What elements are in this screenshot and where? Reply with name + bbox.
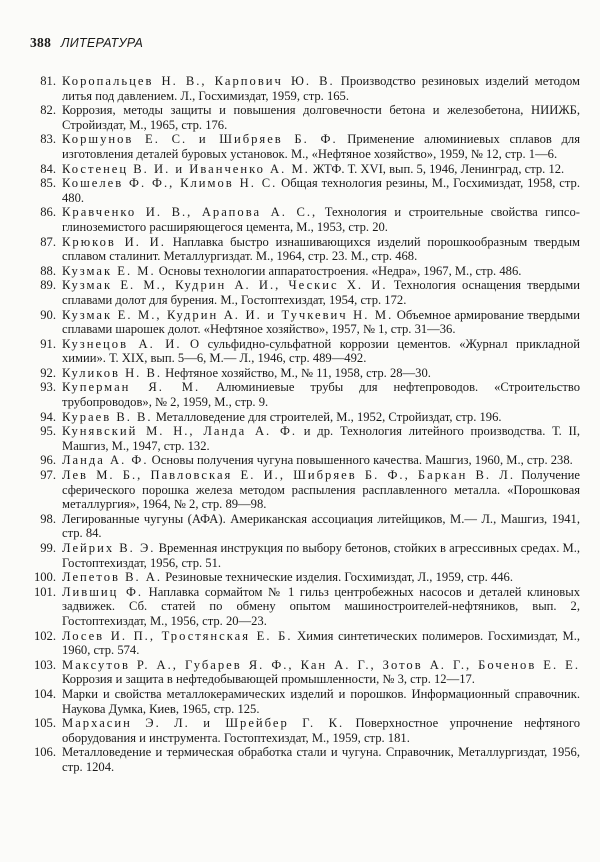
reference-author: Ланда А. Ф. [62, 453, 149, 468]
reference-item [30, 468, 580, 512]
reference-author: Кузмак Е. М. [62, 263, 156, 278]
reference-item [30, 687, 580, 716]
reference-author: Куперман Я. М. [62, 380, 201, 395]
reference-number: 95. [40, 424, 56, 439]
reference-text: Получение сферического порошка железа методом распыления расплавленного металла. «Порошковая металлургия», 1964, № 2, стр. 89—98. [62, 468, 580, 512]
page-title: ЛИТЕРАТУРА [60, 36, 144, 50]
reference-item [30, 278, 580, 307]
reference-author: Коропальцев Н. В., Карпович Ю. В. [62, 74, 335, 88]
reference-author: Кузмак Е. М., Кудрин А. И. и Тучкевич Н. М. [62, 307, 394, 322]
reference-item [30, 308, 580, 337]
reference-text: Металловедение для строителей, М., 1952, Стройиздат, стр. 196. [152, 409, 502, 424]
reference-author: Лев М. Б., Павловская Е. И., Шибряев Б. Ф., Баркан В. Л. [62, 468, 515, 483]
reference-text: Поверхностное упрочнение нефтяного оборудования и инструмента. Гостоптехиздат, М., 1959, стр. 181. [62, 716, 580, 745]
reference-item [30, 716, 580, 745]
reference-author: Лейрих В. Э. [62, 541, 156, 555]
reference-number: 101. [33, 584, 56, 599]
reference-text: Технология оснащения твердыми сплавами долот для бурения. М., Гостоптехиздат, 1954, стр. 172. [62, 278, 580, 307]
reference-number: 104. [33, 686, 56, 701]
reference-text: Объемное армирование твердыми сплавами шарошек долот. «Нефтяное хозяйство», 1957, № 1, стр. 31—36. [62, 307, 580, 337]
reference-number: 89. [40, 278, 56, 293]
reference-item [30, 366, 580, 381]
reference-item [30, 424, 580, 453]
reference-number: 82. [40, 103, 56, 118]
reference-text: Легированные чугуны (АФА). Американская ассоциация литейщиков, М.— Л., Машгиз, 1941, стр. 84. [62, 511, 580, 541]
reference-text: Технология и строительные свойства гипсо-глиноземистого расширяющегося цемента, М., 1953, стр. 20. [62, 205, 580, 234]
reference-text: Общая технология резины, М., Госхимиздат, 1958, стр. 480. [62, 176, 580, 205]
reference-item [30, 512, 580, 541]
reference-item [30, 745, 580, 774]
reference-text: Производство резиновых изделий методом литья под давлением. Л., Госхимиздат, 1959, стр. 165. [62, 74, 580, 103]
reference-item [30, 176, 580, 205]
reference-item [30, 205, 580, 234]
reference-number: 102. [33, 628, 56, 643]
reference-number: 106. [33, 745, 56, 760]
reference-text: Временная инструкция по выбору бетонов, стойких в агрессивных средах. М., Гостоптехиздат, 1956, стр. 51. [62, 541, 580, 570]
reference-author: Мархасин Э. Л. и Шрейбер Г. К. [62, 716, 345, 731]
reference-number: 84. [40, 161, 56, 176]
reference-number: 98. [40, 511, 56, 526]
reference-text: Основы получения чугуна повышенного качества. Машгиз, 1960, М., стр. 238. [148, 453, 573, 468]
reference-author: Максутов Р. А., Губарев Я. Ф., Кан А. Г., Зотов А. Г., Боченов Е. Е. [62, 657, 580, 672]
reference-text: Коррозия, методы защиты и повышения долговечности бетона и железобетона, НИИЖБ, Стройиздат, М., 1965, стр. 176. [62, 103, 580, 132]
reference-author: Лепетов В. А. [62, 570, 163, 585]
reference-text: Применение алюминиевых сплавов для изготовления деталей буровых установок. М., «Нефтяное хозяйство», 1959, № 12, стр. 1—6. [62, 132, 580, 161]
reference-number: 90. [40, 307, 56, 322]
reference-author: Кузмак Е. М., Кудрин А. И., Ческис Х. И. [62, 278, 388, 293]
reference-item [30, 264, 580, 279]
reference-author: Крюков И. И. [62, 234, 166, 249]
reference-author: Кузнецов А. И. [62, 336, 182, 351]
reference-text: Наплавка быстро изнашивающихся изделий порошкообразным твердым сплавом сталинит. Металлургиздат. М., 1964, стр. 23. М., стр. 468. [62, 234, 580, 264]
reference-number: 103. [33, 657, 56, 672]
reference-number: 81. [40, 74, 56, 88]
reference-author: Костенец В. И. и Иванченко А. М. [62, 161, 310, 176]
reference-number: 93. [40, 380, 56, 395]
reference-author: Лившиц Ф. [62, 584, 144, 599]
reference-text: Коррозия и защита в нефтедобывающей промышленности, № 3, стр. 12—17. [62, 672, 475, 687]
reference-text: Наплавка сормайтом № 1 гильз центробежных насосов и деталей клиновых задвижек. Сб. статей по обмену опытом машиностроителей-нефтяников, вып. 2, Гостоптехиздат, М., 1956, стр. 20—23. [62, 584, 580, 628]
reference-number: 87. [40, 234, 56, 249]
reference-author: Куликов Н. В. [62, 365, 163, 380]
reference-item [30, 162, 580, 177]
page-header [30, 35, 143, 51]
page-number: 388 [30, 35, 52, 50]
reference-number: 96. [40, 453, 56, 468]
reference-text: Основы технологии аппаратостроения. «Недра», 1967, М., стр. 486. [155, 263, 522, 278]
reference-text: Резиновые технические изделия. Госхимиздат, Л., 1959, стр. 446. [162, 570, 513, 585]
reference-number: 85. [40, 176, 56, 191]
reference-author: Кравченко И. В., Арапова А. С., [62, 205, 318, 220]
reference-text: Алюминиевые трубы для нефтепроводов. «Строительство трубопроводов», № 2, 1959, М., стр. 9. [62, 380, 581, 410]
reference-text: и др. Технология литейного производства. Т. II, Машгиз, М., 1947, стр. 132. [62, 424, 581, 453]
reference-item [30, 103, 580, 132]
reference-number: 86. [40, 205, 56, 220]
reference-item [30, 453, 580, 468]
reference-item [30, 585, 580, 629]
reference-number: 91. [40, 336, 56, 351]
reference-item [30, 570, 580, 585]
reference-list [30, 74, 580, 775]
reference-item [30, 235, 580, 264]
reference-item [30, 658, 580, 687]
reference-item [30, 541, 580, 570]
reference-author: Кошелев Ф. Ф., Климов Н. С. [62, 176, 278, 191]
reference-text: Нефтяное хозяйство, М., № 11, 1958, стр. 28—30. [162, 365, 431, 380]
reference-number: 88. [40, 263, 56, 278]
reference-text: Химия синтетических полимеров. Госхимиздат, М., 1960, стр. 574. [62, 628, 580, 658]
reference-number: 105. [33, 716, 56, 731]
reference-item [30, 132, 580, 161]
reference-text: Металловедение и термическая обработка стали и чугуна. Справочник, Металлургиздат, 1956, стр. 1204. [62, 745, 580, 774]
reference-author: Коршунов Е. С. и Шибряев Б. Ф. [62, 132, 338, 147]
reference-text: ЖТФ. Т. XVI, вып. 5, 1946, Ленинград, стр. 12. [309, 161, 565, 176]
reference-number: 92. [40, 365, 56, 380]
reference-author: Кунявский М. Н., Ланда А. Ф. [62, 424, 298, 439]
reference-item [30, 410, 580, 425]
reference-number: 97. [40, 468, 56, 483]
reference-number: 100. [33, 570, 56, 585]
reference-item [30, 74, 580, 103]
reference-author: Кураев В. В. [62, 409, 153, 424]
reference-number: 99. [40, 541, 56, 555]
reference-author: Лосев И. П., Тростянская Е. Б. [62, 628, 293, 643]
reference-number: 94. [40, 409, 56, 424]
reference-text: О сульфидно-сульфатной коррозии цементов. «Журнал прикладной химии». Т. XIX, вып. 5—6, М.— Л., 1946, стр. 489—492. [62, 336, 580, 366]
reference-text: Марки и свойства металлокерамических изделий и порошков. Информационный справочник. Наукова Думка, Киев, 1965, стр. 125. [62, 686, 580, 716]
reference-number: 83. [40, 132, 56, 147]
reference-item [30, 337, 580, 366]
reference-item [30, 380, 580, 409]
reference-item [30, 629, 580, 658]
